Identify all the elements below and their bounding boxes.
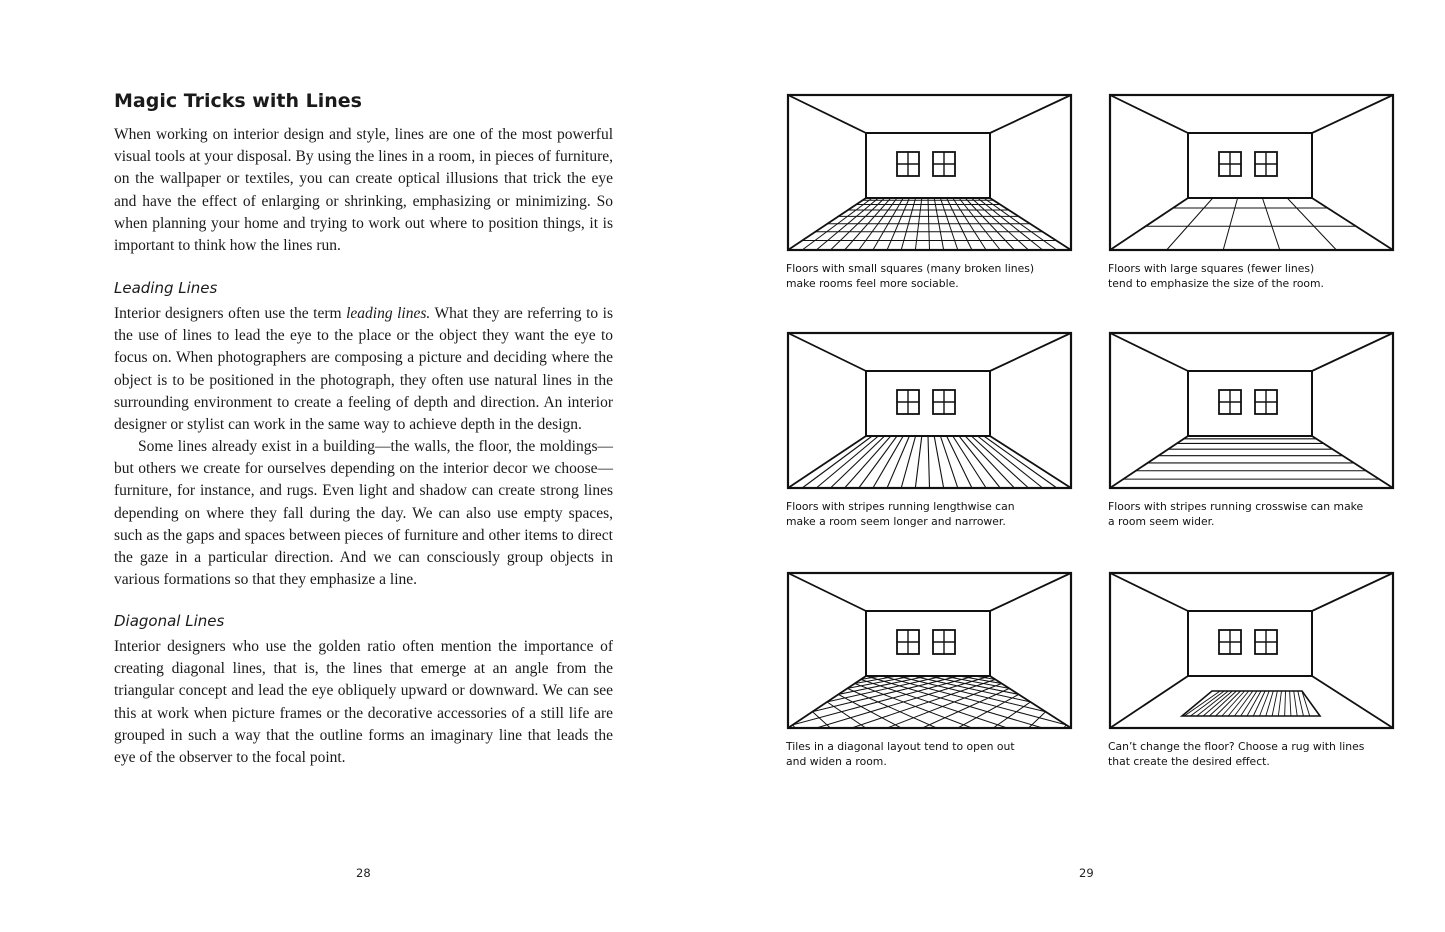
caption-line-2: tend to emphasize the size of the room. xyxy=(1108,277,1324,290)
leading-lines-text-rest: What they are referring to is the use of lines to lead the eye to the place or the object they want the eye to focus on. When photographers are composing a picture and deciding where the object is to be positioned in the photograph, they often use natural lines in the surrounding environment to create a feeling of depth and direction. An interior designer or stylist can work in the same way to achieve depth in the design. xyxy=(114,305,613,434)
caption-line-2: make rooms feel more sociable. xyxy=(786,277,959,290)
window-icon xyxy=(933,390,955,414)
room-drawing xyxy=(786,93,1073,252)
caption-line-1: Floors with large squares (fewer lines) xyxy=(1108,262,1315,275)
window-icon xyxy=(1219,390,1241,414)
room-illustration-small-squares xyxy=(786,93,1073,290)
window-icon xyxy=(933,152,955,176)
floor-pattern xyxy=(802,198,1057,250)
figure-caption xyxy=(786,739,1076,769)
caption-line-1: Can’t change the floor? Choose a rug with lines xyxy=(1108,740,1365,753)
right-page xyxy=(722,0,1445,932)
room-drawing xyxy=(786,571,1073,730)
figure-caption xyxy=(786,499,1076,529)
section-heading: Magic Tricks with Lines xyxy=(114,90,362,112)
window-icon xyxy=(933,630,955,654)
room-drawing xyxy=(1108,93,1395,252)
caption-line-1: Floors with small squares (many broken lines) xyxy=(786,262,1035,275)
room-illustration-striped-rug xyxy=(1108,571,1395,768)
window-icon xyxy=(897,390,919,414)
figure-caption xyxy=(786,261,1076,291)
floor-pattern xyxy=(786,676,1073,728)
figure-caption xyxy=(1108,261,1398,291)
window-icon xyxy=(1255,390,1277,414)
floor-pattern xyxy=(1123,439,1379,479)
leading-lines-term: leading lines. xyxy=(346,305,431,322)
figure-caption xyxy=(1108,739,1398,769)
room-illustration-crosswise-stripes xyxy=(1108,331,1395,528)
leading-lines-heading: Leading Lines xyxy=(114,279,218,297)
caption-line-1: Floors with stripes running crosswise can make xyxy=(1108,500,1364,513)
window-icon xyxy=(1255,152,1277,176)
window-icon xyxy=(1219,630,1241,654)
diagonal-lines-paragraph: Interior designers who use the golden ratio often mention the importance of creating diagonal lines, that is, the lines that emerge at an angle from the triangular concept and lead the eye obliquely upward or downward. We can see this at work when picture frames or the decorative accessories of a still life are grouped in such a way that the outline forms an imaginary line that leads the eye of the observer to the focal point. xyxy=(114,638,613,767)
caption-line-2: make a room seem longer and narrower. xyxy=(786,515,1006,528)
window-icon xyxy=(1219,152,1241,176)
caption-line-2: that create the desired effect. xyxy=(1108,755,1270,768)
caption-line-1: Floors with stripes running lengthwise can xyxy=(786,500,1015,513)
room-illustration-diagonal-tiles xyxy=(786,571,1073,768)
leading-lines-paragraph xyxy=(114,303,613,436)
left-page xyxy=(0,0,722,932)
room-illustration-lengthwise-stripes xyxy=(786,331,1073,528)
diagonal-lines-heading: Diagonal Lines xyxy=(114,612,225,630)
leading-lines-text-start: Interior designers often use the term xyxy=(114,305,347,322)
window-icon xyxy=(897,630,919,654)
floor-pattern xyxy=(1182,691,1320,716)
floor-pattern xyxy=(802,436,1057,488)
page-number-left: 28 xyxy=(356,866,371,880)
caption-line-2: and widen a room. xyxy=(786,755,887,768)
caption-line-1: Tiles in a diagonal layout tend to open out xyxy=(786,740,1015,753)
caption-line-2: a room seem wider. xyxy=(1108,515,1215,528)
leading-lines-paragraph-2: Some lines already exist in a building—the walls, the floor, the moldings—but others we create for ourselves depending on the interior decor we choose—furniture, for instance, and rugs. Even light and shadow can create strong lines depending on where they fall during the day. We can also use empty spaces, such as the gaps and spaces between pieces of furniture and other items to direct the gaze in a particular direction. And we can consciously group objects in various formations so that they emphasize a line. xyxy=(114,438,613,589)
figure-caption xyxy=(1108,499,1398,529)
intro-paragraph: When working on interior design and style, lines are one of the most powerful visual tools at your disposal. By using the lines in a room, in pieces of furniture, on the wallpaper or textiles, you can create optical illusions that trick the eye and have the effect of enlarging or shrinking, emphasizing or minimizing. So when planning your home and trying to work out where to position things, it is important to think how the lines run. xyxy=(114,126,613,255)
room-drawing xyxy=(1108,571,1395,730)
window-icon xyxy=(897,152,919,176)
room-illustration-large-squares xyxy=(1108,93,1395,290)
room-drawing xyxy=(786,331,1073,490)
window-icon xyxy=(1255,630,1277,654)
page-number-right: 29 xyxy=(1079,866,1094,880)
room-drawing xyxy=(1108,331,1395,490)
